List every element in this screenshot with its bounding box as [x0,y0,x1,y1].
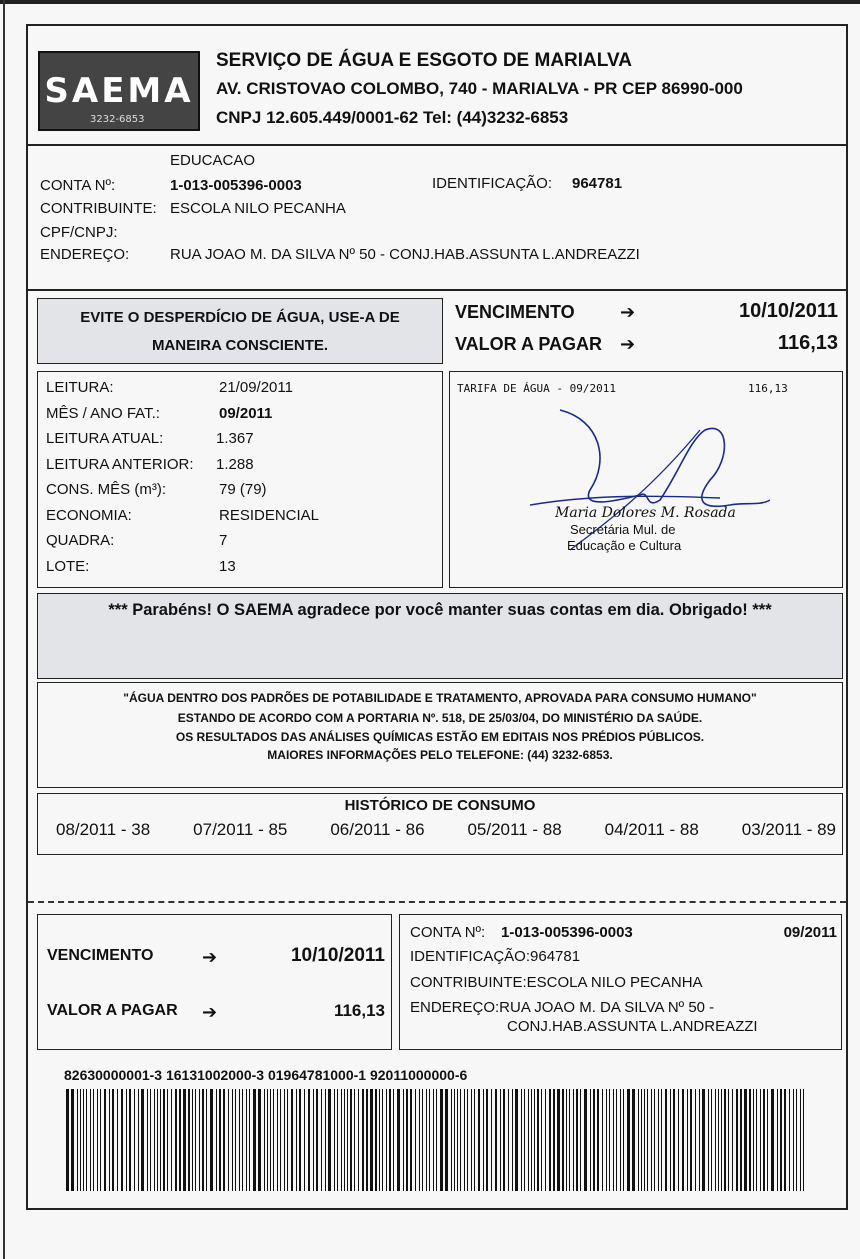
barcode-bar [644,1089,645,1191]
barcode-bar [112,1089,114,1191]
barcode-bar [223,1089,225,1191]
conta-value: 1-013-005396-0003 [170,177,302,194]
quality-line: OS RESULTADOS DAS ANÁLISES QUÍMICAS ESTÃO EM EDITAIS NOS PRÉDIOS PÚBLICOS. [175,730,705,744]
cpf-label: CPF/CNPJ: [40,224,118,241]
notice-line1: EVITE O DESPERDÍCIO DE ÁGUA, USE-A DE [80,309,400,326]
stub-contrib: CONTRIBUINTE:ESCOLA NILO PECANHA [410,974,703,991]
barcode-bar [316,1089,318,1191]
barcode-bar [457,1089,458,1191]
barcode-bar [454,1089,455,1191]
barcode-bar [467,1089,468,1191]
history-item: 03/2011 - 89 [741,820,836,839]
stub-conta-value: 1-013-005396-0003 [501,924,633,941]
barcode-bar [702,1089,705,1191]
barcode-bar [426,1089,427,1191]
stub-amount-label: VALOR A PAGAR [47,1002,178,1019]
barcode-bar [789,1089,790,1191]
barcode-bar [264,1089,265,1191]
barcode-bar [406,1089,408,1191]
left-edge [3,0,5,1259]
barcode-bar [179,1089,181,1191]
barcode-bar [777,1089,778,1191]
barcode-bar [86,1089,87,1191]
barcode-bar [584,1089,587,1191]
contrib-label: CONTRIBUINTE: [40,200,157,217]
barcode-bar [366,1089,368,1191]
stub-account-box [399,914,842,1050]
barcode-bar [235,1089,236,1191]
barcode-bar [515,1089,518,1191]
stub-ident: IDENTIFICAÇÃO:964781 [410,948,581,965]
reading-value: 13 [219,557,236,575]
barcode-bar [117,1089,118,1191]
barcode-bar [580,1089,581,1191]
barcode-bar [609,1089,610,1191]
reading-label: LEITURA ANTERIOR: [46,455,194,473]
barcode-bar [183,1089,186,1191]
barcode-bar [620,1089,621,1191]
barcode-bar [445,1089,448,1191]
barcode-bar [350,1089,352,1191]
barcode-bar [673,1089,675,1191]
barcode-bar [763,1089,765,1191]
barcode-bar [803,1089,804,1191]
barcode-bar [537,1089,539,1191]
barcode-bar [147,1089,148,1191]
barcode-bar [304,1089,305,1191]
barcode-bar [711,1089,712,1191]
barcode-bar [171,1089,172,1191]
barcode-bar [732,1089,733,1191]
barcode-bar [524,1089,525,1191]
barcode-bar [415,1089,416,1191]
barcode-bar [121,1089,123,1191]
due-label: VENCIMENTO [455,302,575,322]
endereco-value: RUA JOAO M. DA SILVA Nº 50 - CONJ.HAB.ASSUNTA L.ANDREAZZI [170,246,640,263]
barcode-bar [690,1089,692,1191]
barcode-bar [602,1089,603,1191]
barcode-bar [344,1089,345,1191]
barcode-bar [296,1089,297,1191]
notice-line2: MANEIRA CONSCIENTE. [151,337,329,354]
barcode-bar [160,1089,161,1191]
barcode-bar [658,1089,659,1191]
barcode-bar [90,1089,91,1191]
reading-value: 1.367 [216,430,254,447]
barcode-bar [163,1089,165,1191]
barcode-bar [354,1089,355,1191]
barcode-bar [258,1089,261,1191]
conta-label: CONTA Nº: [40,177,116,194]
barcode-bar [97,1089,98,1191]
quality-line: MAIORES INFORMAÇÕES PELO TELEFONE: (44) 3232-6853. [267,748,613,762]
stub-amount-value: 116,13 [333,1001,385,1020]
history-title: HISTÓRICO DE CONSUMO [344,797,536,814]
ident-label: IDENTIFICAÇÃO: [432,175,553,192]
barcode-bar [699,1089,700,1191]
barcode-bar [104,1089,106,1191]
barcode-bar [623,1089,624,1191]
stub-due-label: VENCIMENTO [47,947,154,964]
reading-value: 21/09/2011 [219,379,293,396]
barcode-bar [651,1089,652,1191]
barcode-bar [321,1089,322,1191]
barcode-bar [287,1089,288,1191]
barcode-bar [569,1089,570,1191]
barcode-bar [534,1089,535,1191]
quality-line: "ÁGUA DENTRO DOS PADRÕES DE POTABILIDADE E TRATAMENTO, APROVADA PARA CONSUMO HUMANO" [123,691,757,705]
barcode-bar [71,1089,74,1191]
barcode-bar [531,1089,532,1191]
barcode-bar [665,1089,667,1191]
barcode-bar [576,1089,578,1191]
barcode-bar [687,1089,688,1191]
barcode-bar [793,1089,794,1191]
reading-label: LOTE: [46,557,90,575]
barcode-bar [337,1089,338,1191]
barcode-bar [724,1089,726,1191]
reading-label: QUADRA: [46,532,115,549]
barcode-bar [219,1089,221,1191]
barcode-bar [616,1089,617,1191]
barcode-bar [389,1089,391,1191]
barcode-bar [192,1089,193,1191]
barcode-bar [744,1089,747,1191]
barcode-bar [299,1089,301,1191]
barcode-bar [760,1089,761,1191]
barcode-bar [80,1089,81,1191]
barcode-bar [562,1089,564,1191]
barcode-bar [232,1089,233,1191]
barcode [66,1089,806,1191]
endereco-label: ENDEREÇO: [40,246,130,263]
barcode-bar [134,1089,135,1191]
stamp-role: Educação e Cultura [567,538,682,553]
barcode-bar [267,1089,268,1191]
barcode-bar [93,1089,94,1191]
barcode-bar [728,1089,729,1191]
due-date: 10/10/2011 [739,300,838,322]
barcode-bar [129,1089,131,1191]
barcode-bar [100,1089,101,1191]
barcode-bar [647,1089,648,1191]
tarifa-label: TARIFA DE ÁGUA - 09/2011 [457,382,616,395]
barcode-bar [249,1089,250,1191]
reading-value: RESIDENCIAL [219,506,320,524]
quality-line: ESTANDO DE ACORDO COM A PORTARIA Nº. 518, DE 25/03/04, DO MINISTÉRIO DA SAÚDE. [177,711,703,725]
barcode-bar [126,1089,127,1191]
barcode-bar [573,1089,574,1191]
barcode-bar [749,1089,751,1191]
barcode-bar [154,1089,155,1191]
barcode-bar [362,1089,364,1191]
reading-label: MÊS / ANO FAT.: [46,404,160,422]
reading-value: 09/2011 [219,404,273,422]
history-item: 08/2011 - 38 [56,820,151,839]
barcode-bar [150,1089,151,1191]
company-address: AV. CRISTOVAO COLOMBO, 740 - MARIALVA - PR CEP 86990-000 [216,79,743,98]
barcode-bar [83,1089,84,1191]
barcode-bar [753,1089,754,1191]
stub-conta-label: CONTA Nº: [410,924,486,941]
barcode-bar [206,1089,207,1191]
stub-due-date: 10/10/2011 [290,945,385,966]
barcode-bar [429,1089,430,1191]
barcode-bar [541,1089,542,1191]
barcode-bar [382,1089,383,1191]
barcode-bar [386,1089,387,1191]
divider [28,144,846,146]
barcode-bar [495,1089,497,1191]
barcode-bar [273,1089,274,1191]
reading-value: 1.288 [216,455,254,473]
barcode-bar [654,1089,655,1191]
barcode-bar [483,1089,484,1191]
barcode-bar [627,1089,630,1191]
barcode-bar [549,1089,551,1191]
barcode-bar [228,1089,229,1191]
stub-address: ENDEREÇO:RUA JOAO M. DA SILVA Nº 50 - [410,999,715,1016]
barcode-bar [77,1089,78,1191]
logo-text: SAEMA [44,71,194,111]
history-item: 05/2011 - 88 [467,820,562,839]
ident-value: 964781 [572,175,623,192]
stub-address: CONJ.HAB.ASSUNTA L.ANDREAZZI [507,1018,758,1035]
barcode-bar [375,1089,377,1191]
stamp-role: Secretária Mul. de [570,522,676,537]
barcode-bar [246,1089,247,1191]
barcode-bar [512,1089,513,1191]
thanks-message: *** Parabéns! O SAEMA agradece por você manter suas contas em dia. Obrigado! *** [108,601,772,619]
top-edge [0,0,860,4]
barcode-bar [210,1089,213,1191]
history-box [37,793,843,855]
tarifa-value: 116,13 [748,382,788,395]
stub-payment-box [37,914,392,1050]
barcode-bar [460,1089,461,1191]
barcode-bar [284,1089,285,1191]
barcode-bar [433,1089,434,1191]
barcode-bar [740,1089,742,1191]
history-item: 06/2011 - 86 [330,820,425,839]
barcode-bar [451,1089,452,1191]
barcode-bar [670,1089,671,1191]
barcode-bar [195,1089,196,1191]
barcode-bar [280,1089,281,1191]
barcode-bar [202,1089,204,1191]
barcode-bar [277,1089,278,1191]
barcode-bar [358,1089,359,1191]
barcode-bar [500,1089,501,1191]
barcode-bar [464,1089,465,1191]
barcode-bar [736,1089,738,1191]
barcode-bar [796,1089,797,1191]
barcode-bar [613,1089,614,1191]
barcode-bar [141,1089,144,1191]
barcode-bar [682,1089,684,1191]
stub-period: 09/2011 [783,924,837,941]
amount-value: 116,13 [777,332,838,354]
barcode-bar [291,1089,293,1191]
barcode-bar [419,1089,420,1191]
barcode-bar [528,1089,529,1191]
barcode-bar [478,1089,480,1191]
reading-value: 7 [219,532,228,549]
logo-phone: 3232-6853 [90,114,145,125]
barcode-bar [545,1089,546,1191]
barcode-bar [328,1089,331,1191]
barcode-bar [270,1089,271,1191]
history-item: 04/2011 - 88 [604,820,699,839]
barcode-bar [471,1089,472,1191]
barcode-bar [175,1089,177,1191]
barcode-bar [253,1089,256,1191]
barcode-bar [393,1089,394,1191]
barcode-bar [606,1089,607,1191]
stamp-name: Maria Dolores M. Rosada [555,505,736,521]
tarifa-box [449,371,843,588]
barcode-bar [593,1089,595,1191]
barcode-bar [313,1089,314,1191]
arrow-icon: ➔ [202,1002,218,1022]
bill-document [26,24,848,1210]
reading-value: 79 (79) [219,481,267,498]
arrow-icon: ➔ [620,302,636,322]
barcode-bar [721,1089,722,1191]
account-category: EDUCACAO [170,152,256,169]
barcode-bar [308,1089,310,1191]
barcode-number: 82630000001-3 16131002000-3 01964781000-1 92011000000-6 [64,1067,468,1083]
barcode-bar [157,1089,158,1191]
barcode-bar [188,1089,190,1191]
barcode-bar [440,1089,443,1191]
quality-box [37,682,843,788]
barcode-bar [784,1089,786,1191]
barcode-bar [422,1089,423,1191]
barcode-bar [767,1089,768,1191]
barcode-bar [138,1089,139,1191]
barcode-bar [66,1089,69,1191]
arrow-icon: ➔ [620,334,636,354]
arrow-icon: ➔ [202,947,218,967]
barcode-bar [641,1089,642,1191]
barcode-bar [410,1089,412,1191]
barcode-bar [503,1089,505,1191]
history-list [56,820,836,840]
barcode-bar [590,1089,591,1191]
barcode-bar [678,1089,679,1191]
barcode-bar [239,1089,240,1191]
barcode-bar [521,1089,522,1191]
amount-label: VALOR A PAGAR [455,334,602,354]
message-box [37,593,843,679]
barcode-bar [756,1089,757,1191]
barcode-bar [491,1089,492,1191]
barcode-bar [216,1089,217,1191]
barcode-bar [718,1089,719,1191]
barcode-bar [436,1089,437,1191]
barcode-bar [474,1089,475,1191]
barcode-bar [695,1089,696,1191]
notice-box [37,298,443,364]
barcode-bar [486,1089,488,1191]
barcode-bar [347,1089,348,1191]
barcode-bar [661,1089,662,1191]
barcode-bar [557,1089,560,1191]
barcode-bar [508,1089,509,1191]
company-name: SERVIÇO DE ÁGUA E ESGOTO DE MARIALVA [216,50,632,71]
barcode-bar [771,1089,774,1191]
contrib-value: ESCOLA NILO PECANHA [170,200,346,217]
reading-box [37,371,443,588]
barcode-bar [638,1089,639,1191]
barcode-bar [199,1089,200,1191]
barcode-bar [242,1089,243,1191]
barcode-bar [109,1089,110,1191]
barcode-bar [708,1089,709,1191]
barcode-bar [403,1089,404,1191]
barcode-bar [167,1089,168,1191]
barcode-bar [715,1089,716,1191]
barcode-bar [334,1089,335,1191]
barcode-bar [397,1089,400,1191]
saema-logo [38,51,200,131]
reading-label: ECONOMIA: [46,506,132,524]
barcode-bar [800,1089,801,1191]
history-item: 07/2011 - 85 [193,820,288,839]
barcode-bar [370,1089,373,1191]
barcode-bar [566,1089,567,1191]
company-cnpj: CNPJ 12.605.449/0001-62 Tel: (44)3232-6853 [216,108,569,127]
reading-label: CONS. MÊS (m³): [46,481,166,498]
barcode-bar [341,1089,342,1191]
barcode-bar [379,1089,380,1191]
barcode-bar [632,1089,635,1191]
reading-label: LEITURA: [46,379,114,396]
barcode-bar [553,1089,555,1191]
barcode-bar [780,1089,782,1191]
reading-label: LEITURA ATUAL: [46,430,164,447]
barcode-bar [597,1089,599,1191]
cut-line [28,901,846,903]
divider [28,289,846,291]
barcode-bar [325,1089,326,1191]
